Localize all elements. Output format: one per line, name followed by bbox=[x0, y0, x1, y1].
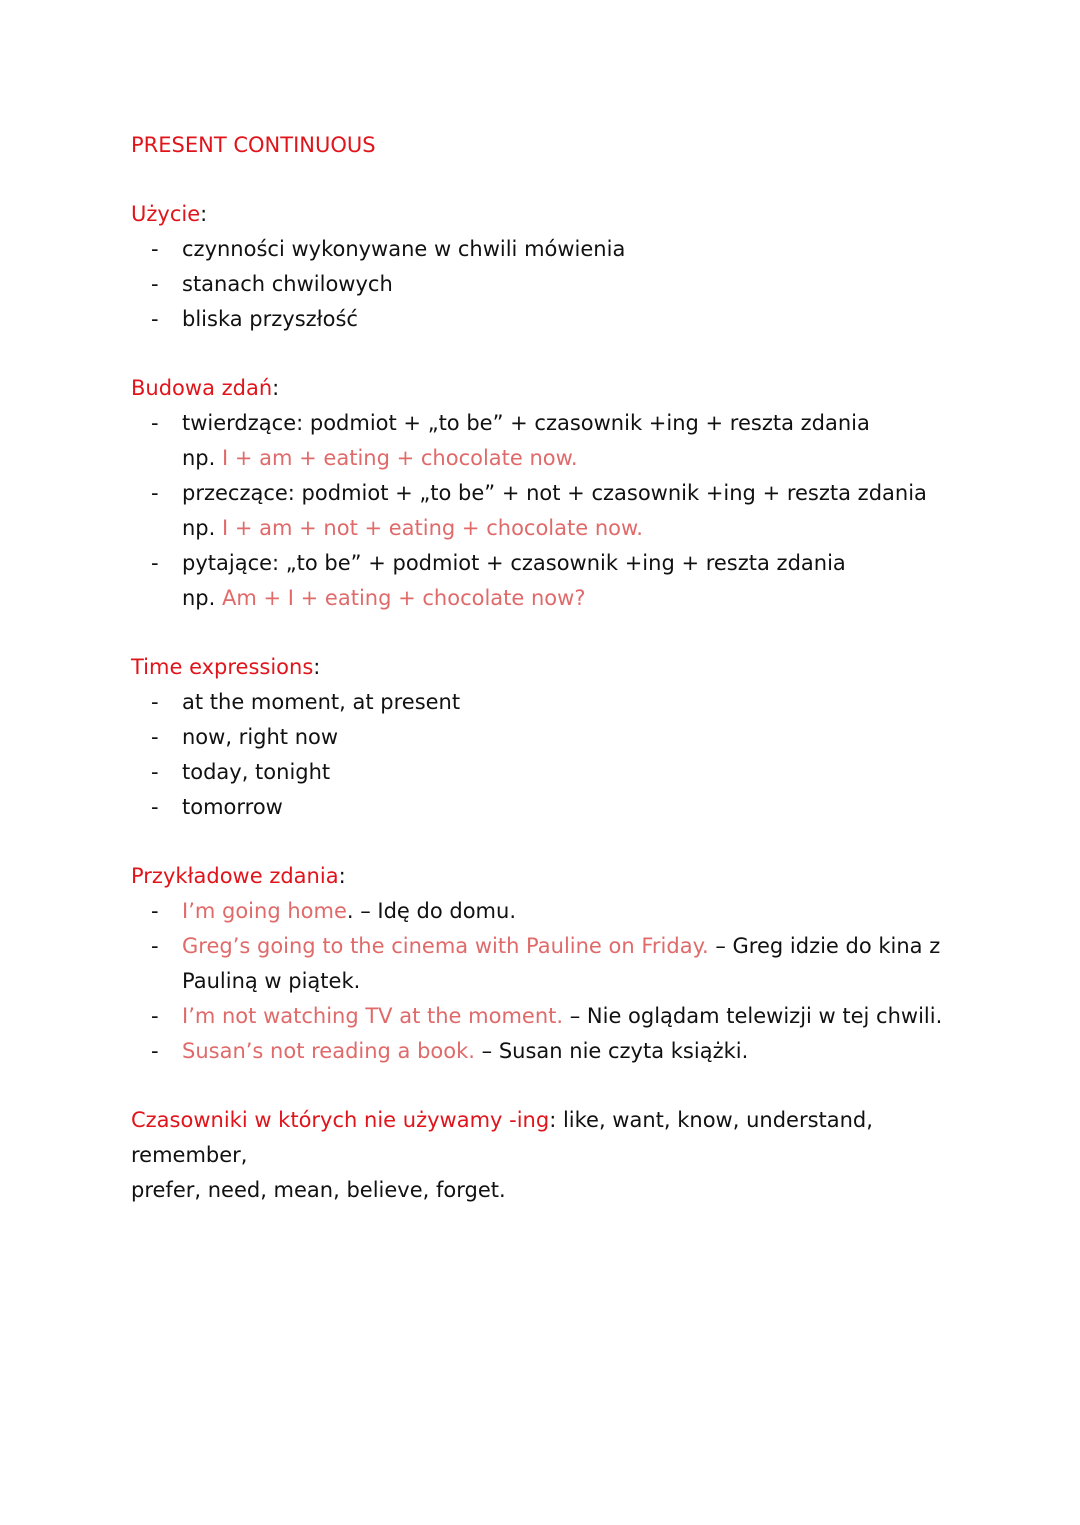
list-item-text: bliska przyszłość bbox=[182, 307, 358, 331]
list-item bbox=[131, 546, 961, 616]
list-item bbox=[131, 267, 961, 302]
bullet-dash: - bbox=[151, 307, 159, 331]
example-text: I + am + eating + chocolate now. bbox=[222, 446, 578, 470]
section-czasowniki bbox=[131, 1103, 961, 1208]
section-uzycie bbox=[131, 197, 961, 337]
bullet-dash: - bbox=[151, 551, 159, 575]
list-item-text: czynności wykonywane w chwili mówienia bbox=[182, 237, 626, 261]
bullet-dash: - bbox=[151, 795, 159, 819]
list-item bbox=[131, 476, 961, 546]
polish-translation-cont: Pauliną w piątek. bbox=[182, 969, 361, 993]
heading-label: Przykładowe zdania bbox=[131, 864, 339, 888]
bullet-dash: - bbox=[151, 760, 159, 784]
heading-label: Użycie bbox=[131, 202, 201, 226]
example-line bbox=[182, 581, 961, 616]
list-item-text: tomorrow bbox=[182, 795, 283, 819]
english-sentence: I’m not watching TV at the moment. bbox=[182, 1004, 564, 1028]
list-item bbox=[131, 755, 961, 790]
example-line bbox=[182, 441, 961, 476]
list-item bbox=[131, 1034, 961, 1069]
heading-label: Time expressions bbox=[131, 655, 314, 679]
time-expressions-list bbox=[131, 685, 961, 825]
section-przyklady bbox=[131, 859, 961, 1069]
section-heading-time-expressions bbox=[131, 650, 961, 685]
np-label: np. bbox=[182, 446, 216, 470]
polish-translation: – Susan nie czyta książki. bbox=[474, 1039, 749, 1063]
bullet-dash: - bbox=[151, 1039, 159, 1063]
heading-colon: : bbox=[338, 864, 346, 888]
budowa-list bbox=[131, 406, 961, 616]
section-time-expressions bbox=[131, 650, 961, 825]
example-text: I + am + not + eating + chocolate now. bbox=[222, 516, 643, 540]
list-item bbox=[131, 929, 961, 999]
english-sentence: Susan’s not reading a book. bbox=[182, 1039, 475, 1063]
example-line bbox=[182, 511, 961, 546]
np-label: np. bbox=[182, 586, 216, 610]
heading-colon: : bbox=[200, 202, 208, 226]
section-heading-budowa bbox=[131, 371, 961, 406]
english-sentence: Greg’s going to the cinema with Pauline on Friday. bbox=[182, 934, 709, 958]
list-item bbox=[131, 999, 961, 1034]
heading-colon: : bbox=[272, 376, 280, 400]
section-heading-uzycie bbox=[131, 197, 961, 232]
list-item-text: at the moment, at present bbox=[182, 690, 461, 714]
bullet-dash: - bbox=[151, 725, 159, 749]
polish-translation: – Nie oglądam telewizji w tej chwili. bbox=[563, 1004, 943, 1028]
np-label: np. bbox=[182, 516, 216, 540]
polish-translation: . – Idę do domu. bbox=[346, 899, 516, 923]
rule-text: pytające: „to be” + podmiot + czasownik +ing + reszta zdania bbox=[182, 551, 846, 575]
czasowniki-text: : like, want, know, understand, remember, bbox=[131, 1108, 873, 1167]
document-content bbox=[131, 128, 961, 1208]
bullet-dash: - bbox=[151, 411, 159, 435]
przyklady-list bbox=[131, 894, 961, 1069]
english-sentence: I’m going home bbox=[182, 899, 347, 923]
bullet-dash: - bbox=[151, 1004, 159, 1028]
section-budowa bbox=[131, 371, 961, 616]
list-item bbox=[131, 894, 961, 929]
bullet-dash: - bbox=[151, 690, 159, 714]
czasowniki-paragraph bbox=[131, 1103, 961, 1208]
list-item bbox=[131, 302, 961, 337]
heading-colon: : bbox=[313, 655, 321, 679]
list-item bbox=[131, 232, 961, 267]
rule-text: przeczące: podmiot + „to be” + not + czasownik +ing + reszta zdania bbox=[182, 481, 927, 505]
page-title: PRESENT CONTINUOUS bbox=[131, 133, 376, 157]
rule-text: twierdzące: podmiot + „to be” + czasownik +ing + reszta zdania bbox=[182, 411, 870, 435]
bullet-dash: - bbox=[151, 481, 159, 505]
czasowniki-text-cont: prefer, need, mean, believe, forget. bbox=[131, 1178, 506, 1202]
bullet-dash: - bbox=[151, 272, 159, 296]
list-item bbox=[131, 790, 961, 825]
section-heading-przyklady bbox=[131, 859, 961, 894]
list-item bbox=[131, 406, 961, 476]
bullet-dash: - bbox=[151, 237, 159, 261]
heading-label: Czasowniki w których nie używamy -ing bbox=[131, 1108, 550, 1132]
polish-translation: – Greg idzie do kina z bbox=[708, 934, 941, 958]
example-text: Am + I + eating + chocolate now? bbox=[222, 586, 586, 610]
list-item-text: stanach chwilowych bbox=[182, 272, 393, 296]
list-item-text: today, tonight bbox=[182, 760, 331, 784]
bullet-dash: - bbox=[151, 899, 159, 923]
list-item bbox=[131, 720, 961, 755]
bullet-dash: - bbox=[151, 934, 159, 958]
heading-label: Budowa zdań bbox=[131, 376, 273, 400]
list-item-text: now, right now bbox=[182, 725, 339, 749]
list-item bbox=[131, 685, 961, 720]
uzycie-list bbox=[131, 232, 961, 337]
